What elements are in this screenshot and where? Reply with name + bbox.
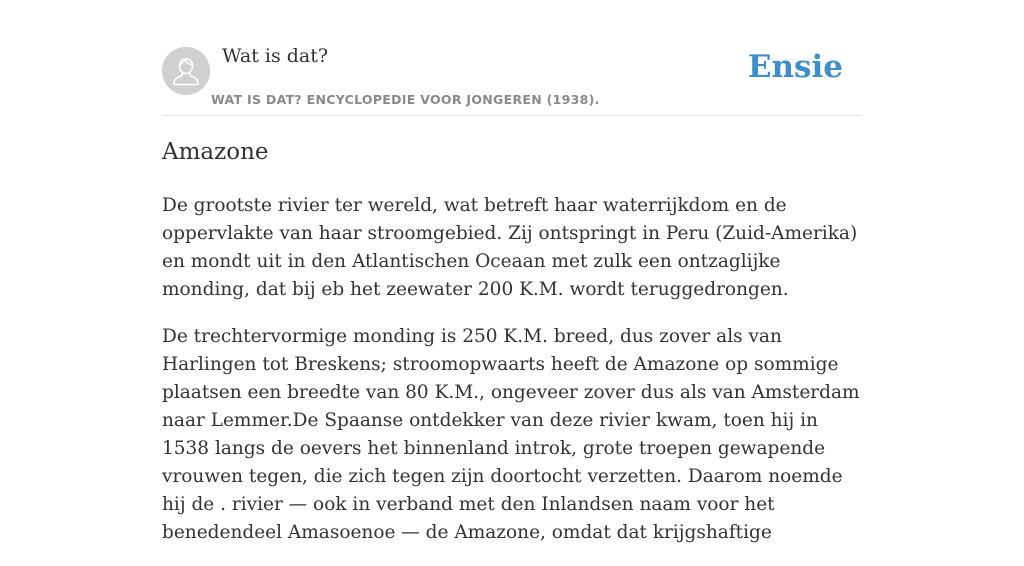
source-header	[162, 0, 862, 116]
article-paragraph: De grootste rivier ter wereld, wat betreft haar waterrijkdom en de oppervlakte van haar stroomgebied. Zij ontspringt in Peru (Zuid-Amerika) en mondt uit in den Atlantischen Oceaan met zulk een ontzaglijke monding, dat bij eb het zeewater 200 K.M. wordt teruggedrongen.	[162, 195, 858, 300]
source-title[interactable]: Wat is dat?	[222, 45, 329, 67]
ensie-logo-link[interactable]: Ensie	[747, 49, 843, 85]
source-avatar[interactable]	[162, 47, 210, 95]
article-title: Amazone	[162, 139, 269, 165]
user-outline-icon	[162, 47, 210, 95]
source-subtitle[interactable]: WAT IS DAT? ENCYCLOPEDIE VOOR JONGEREN (1938).	[211, 92, 600, 107]
page-container	[162, 0, 862, 543]
article-body	[162, 192, 862, 566]
article-paragraph: De trechtervormige monding is 250 K.M. breed, dus zover als van Harlingen tot Breskens; stroomopwaarts heeft de Amazone op sommige plaatsen een breedte van 80 K.M., ongeveer zover dus als van Amsterdam naar Lemmer.De Spaanse ontdekker van deze rivier kwam, toen hij in 1538 langs de oevers het binnenland introk, grote troepen gewapende vrouwen tegen, die zich tegen zijn doortocht verzetten. Daarom noemde hij de . rivier — ook in verband met den Inlandsen naam voor het benedendeel Amasoenoe — de Amazone, omdat dat krijgshaftige	[162, 326, 860, 543]
